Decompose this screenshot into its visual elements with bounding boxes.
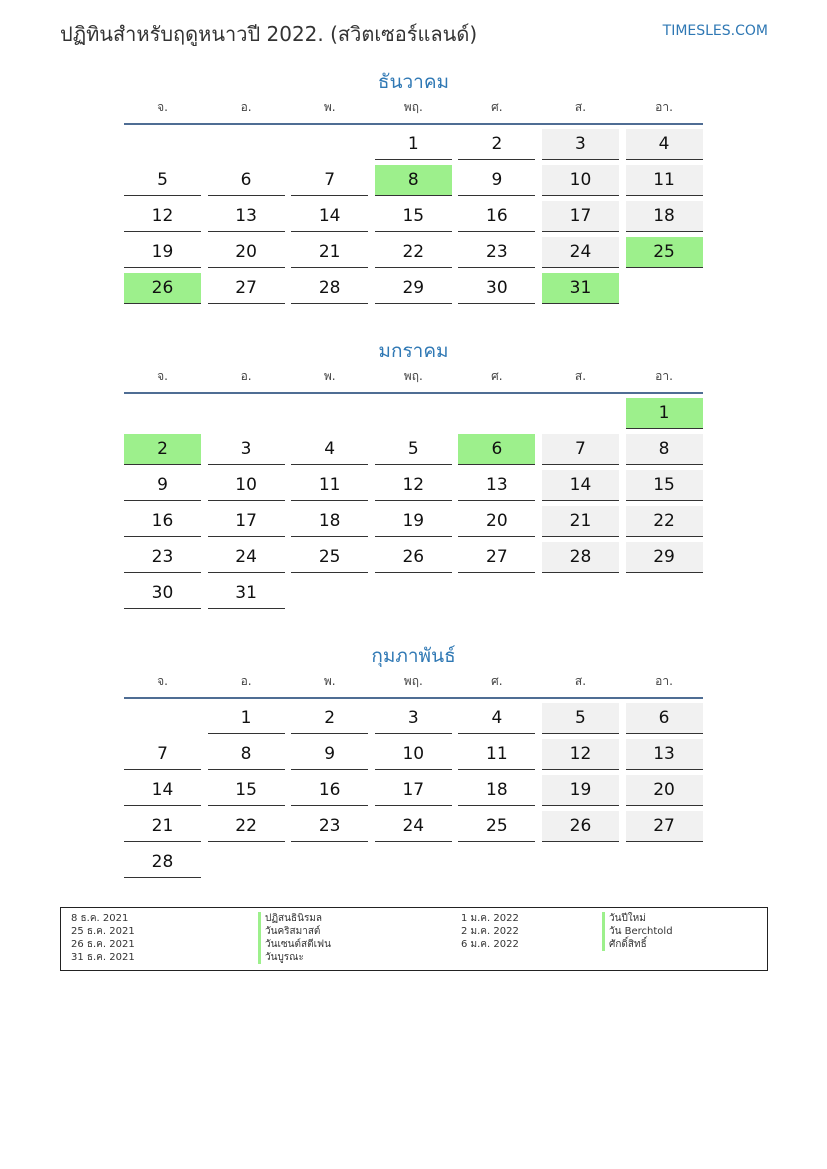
legend-date: 2 ม.ค. 2022 xyxy=(461,926,519,937)
day-number: 2 xyxy=(458,129,535,160)
weekday-label: ศ. xyxy=(491,674,503,688)
legend-left-names xyxy=(258,912,331,964)
day-cell xyxy=(124,197,201,233)
day-number: 13 xyxy=(626,739,703,770)
legend-date: 1 ม.ค. 2022 xyxy=(461,913,519,924)
day-number: 1 xyxy=(208,703,285,734)
day-number: 17 xyxy=(375,775,452,806)
day-number: 16 xyxy=(291,775,368,806)
day-cell xyxy=(458,538,535,574)
day-number: 10 xyxy=(375,739,452,770)
day-cell xyxy=(208,269,285,305)
holiday-legend xyxy=(60,907,768,971)
legend-left-dates xyxy=(71,912,135,964)
day-number: 31 xyxy=(208,578,285,609)
day-number: 10 xyxy=(542,165,619,196)
day-cell xyxy=(124,161,201,197)
day-number: 21 xyxy=(291,237,368,268)
day-number: 13 xyxy=(458,470,535,501)
weekday-label: พฤ. xyxy=(403,674,423,688)
day-number: 1 xyxy=(626,398,703,429)
day-cell xyxy=(208,699,285,735)
day-number: 23 xyxy=(291,811,368,842)
day-number: 14 xyxy=(124,775,201,806)
day-number: 22 xyxy=(375,237,452,268)
day-cell xyxy=(458,125,535,161)
month-january xyxy=(124,337,703,610)
day-cell xyxy=(291,197,368,233)
day-number: 26 xyxy=(124,273,201,304)
day-cell xyxy=(458,466,535,502)
site-link[interactable]: TIMESLES.COM xyxy=(662,23,768,39)
empty-cell xyxy=(124,394,201,430)
legend-holiday-name: ศักดิ์สิทธิ์ xyxy=(602,938,673,951)
day-number: 18 xyxy=(291,506,368,537)
day-number: 6 xyxy=(208,165,285,196)
day-number: 14 xyxy=(542,470,619,501)
day-number: 25 xyxy=(626,237,703,268)
day-grid xyxy=(124,125,703,305)
day-number: 17 xyxy=(542,201,619,232)
weekday-label: ส. xyxy=(574,369,587,383)
day-number: 27 xyxy=(458,542,535,573)
holiday-day-cell xyxy=(458,430,535,466)
day-number: 28 xyxy=(124,847,201,878)
day-number: 30 xyxy=(458,273,535,304)
day-number: 21 xyxy=(542,506,619,537)
day-cell xyxy=(291,807,368,843)
day-number: 17 xyxy=(208,506,285,537)
day-number: 24 xyxy=(375,811,452,842)
day-number: 24 xyxy=(208,542,285,573)
day-number: 10 xyxy=(208,470,285,501)
legend-date: 25 ธ.ค. 2021 xyxy=(71,926,135,937)
day-cell xyxy=(124,843,201,879)
day-number: 16 xyxy=(124,506,201,537)
empty-cell xyxy=(291,394,368,430)
day-number: 22 xyxy=(208,811,285,842)
day-cell xyxy=(291,430,368,466)
day-grid xyxy=(124,699,703,879)
month-title: มกราคม xyxy=(378,340,449,362)
day-cell xyxy=(124,466,201,502)
legend-right-names xyxy=(602,912,673,951)
holiday-day-cell xyxy=(124,430,201,466)
day-cell xyxy=(626,699,703,735)
day-number: 3 xyxy=(375,703,452,734)
day-cell xyxy=(124,807,201,843)
day-cell xyxy=(208,161,285,197)
day-cell xyxy=(375,771,452,807)
legend-holiday-name: ปฏิสนธินิรมล xyxy=(258,912,331,925)
day-number: 28 xyxy=(542,542,619,573)
weekday-label: พ. xyxy=(323,100,336,114)
holiday-day-cell xyxy=(124,269,201,305)
day-number: 5 xyxy=(542,703,619,734)
empty-cell xyxy=(124,125,201,161)
day-cell xyxy=(626,125,703,161)
day-number: 20 xyxy=(626,775,703,806)
day-number: 25 xyxy=(458,811,535,842)
legend-holiday-name: วันปีใหม่ xyxy=(602,912,673,925)
weekday-header xyxy=(124,365,703,390)
day-number: 16 xyxy=(458,201,535,232)
day-cell xyxy=(291,735,368,771)
day-number: 23 xyxy=(124,542,201,573)
day-number: 1 xyxy=(375,129,452,160)
day-cell xyxy=(542,125,619,161)
month-february xyxy=(124,642,703,879)
weekday-label: อ. xyxy=(240,674,252,688)
day-cell xyxy=(458,502,535,538)
day-cell xyxy=(124,574,201,610)
legend-date: 8 ธ.ค. 2021 xyxy=(71,913,129,924)
day-number: 5 xyxy=(375,434,452,465)
day-cell xyxy=(291,771,368,807)
empty-cell xyxy=(124,699,201,735)
day-number: 27 xyxy=(208,273,285,304)
legend-date: 31 ธ.ค. 2021 xyxy=(71,952,135,963)
weekday-label: พ. xyxy=(323,674,336,688)
day-number: 9 xyxy=(124,470,201,501)
weekday-label: ส. xyxy=(574,100,587,114)
day-cell xyxy=(375,430,452,466)
empty-cell xyxy=(291,125,368,161)
day-cell xyxy=(458,699,535,735)
day-number: 27 xyxy=(626,811,703,842)
day-cell xyxy=(375,735,452,771)
legend-holiday-name: วันเซนต์สตีเฟน xyxy=(258,938,331,951)
day-number: 18 xyxy=(458,775,535,806)
day-number: 11 xyxy=(458,739,535,770)
day-number: 4 xyxy=(458,703,535,734)
legend-holiday-name: วัน Berchtold xyxy=(602,925,673,938)
day-number: 12 xyxy=(375,470,452,501)
day-cell xyxy=(458,735,535,771)
day-cell xyxy=(542,466,619,502)
month-title: ธันวาคม xyxy=(377,71,450,93)
weekday-label: พ. xyxy=(323,369,336,383)
holiday-day-cell xyxy=(626,233,703,269)
day-number: 24 xyxy=(542,237,619,268)
weekday-label: จ. xyxy=(157,369,168,383)
day-cell xyxy=(458,197,535,233)
day-number: 8 xyxy=(208,739,285,770)
day-cell xyxy=(542,502,619,538)
day-cell xyxy=(375,807,452,843)
legend-right-dates xyxy=(461,912,519,951)
day-cell xyxy=(458,771,535,807)
day-number: 26 xyxy=(375,542,452,573)
day-number: 7 xyxy=(124,739,201,770)
weekday-label: ส. xyxy=(574,674,587,688)
day-cell xyxy=(208,466,285,502)
day-cell xyxy=(208,771,285,807)
day-cell xyxy=(375,269,452,305)
day-cell xyxy=(291,161,368,197)
day-number: 2 xyxy=(124,434,201,465)
day-grid xyxy=(124,394,703,610)
day-cell xyxy=(124,502,201,538)
day-cell xyxy=(458,161,535,197)
weekday-label: จ. xyxy=(157,100,168,114)
day-number: 21 xyxy=(124,811,201,842)
day-number: 4 xyxy=(291,434,368,465)
day-number: 13 xyxy=(208,201,285,232)
day-number: 9 xyxy=(458,165,535,196)
day-cell xyxy=(626,771,703,807)
day-cell xyxy=(542,161,619,197)
legend-date: 6 ม.ค. 2022 xyxy=(461,939,519,950)
weekday-label: พฤ. xyxy=(403,100,423,114)
holiday-day-cell xyxy=(542,269,619,305)
day-number: 22 xyxy=(626,506,703,537)
day-cell xyxy=(291,466,368,502)
day-number: 6 xyxy=(458,434,535,465)
day-number: 19 xyxy=(375,506,452,537)
day-number: 20 xyxy=(458,506,535,537)
day-number: 9 xyxy=(291,739,368,770)
weekday-label: อา. xyxy=(655,369,673,383)
holiday-day-cell xyxy=(375,161,452,197)
day-number: 3 xyxy=(208,434,285,465)
day-cell xyxy=(124,735,201,771)
weekday-label: อา. xyxy=(655,674,673,688)
day-number: 31 xyxy=(542,273,619,304)
day-cell xyxy=(458,269,535,305)
day-number: 12 xyxy=(124,201,201,232)
day-number: 26 xyxy=(542,811,619,842)
day-cell xyxy=(375,466,452,502)
day-number: 7 xyxy=(291,165,368,196)
weekday-label: อ. xyxy=(240,100,252,114)
weekday-label: ศ. xyxy=(491,369,503,383)
day-number: 15 xyxy=(626,470,703,501)
day-cell xyxy=(124,233,201,269)
day-cell xyxy=(542,771,619,807)
day-number: 11 xyxy=(291,470,368,501)
day-cell xyxy=(626,430,703,466)
day-number: 4 xyxy=(626,129,703,160)
day-cell xyxy=(291,233,368,269)
legend-holiday-name: วันคริสมาสต์ xyxy=(258,925,331,938)
day-number: 29 xyxy=(375,273,452,304)
day-cell xyxy=(291,269,368,305)
day-number: 30 xyxy=(124,578,201,609)
empty-cell xyxy=(458,394,535,430)
day-cell xyxy=(208,233,285,269)
day-cell xyxy=(375,197,452,233)
day-cell xyxy=(542,197,619,233)
day-cell xyxy=(626,197,703,233)
weekday-label: อ. xyxy=(240,369,252,383)
day-cell xyxy=(375,125,452,161)
day-number: 15 xyxy=(208,775,285,806)
day-cell xyxy=(542,735,619,771)
day-cell xyxy=(291,502,368,538)
day-cell xyxy=(458,233,535,269)
holiday-day-cell xyxy=(626,394,703,430)
day-number: 8 xyxy=(626,434,703,465)
day-cell xyxy=(542,699,619,735)
page-title: ปฏิทินสำหรับฤดูหนาวปี 2022. (สวิตเซอร์แลนด์) xyxy=(60,22,478,46)
empty-cell xyxy=(208,125,285,161)
day-number: 15 xyxy=(375,201,452,232)
day-cell xyxy=(542,538,619,574)
day-cell xyxy=(124,538,201,574)
day-cell xyxy=(208,430,285,466)
day-cell xyxy=(208,807,285,843)
day-cell xyxy=(458,807,535,843)
day-cell xyxy=(375,538,452,574)
day-number: 6 xyxy=(626,703,703,734)
day-number: 25 xyxy=(291,542,368,573)
day-number: 19 xyxy=(124,237,201,268)
weekday-header xyxy=(124,96,703,121)
day-cell xyxy=(208,735,285,771)
day-cell xyxy=(626,538,703,574)
day-number: 11 xyxy=(626,165,703,196)
day-cell xyxy=(542,807,619,843)
day-number: 23 xyxy=(458,237,535,268)
day-cell xyxy=(208,538,285,574)
day-cell xyxy=(542,430,619,466)
day-number: 14 xyxy=(291,201,368,232)
day-number: 7 xyxy=(542,434,619,465)
weekday-header xyxy=(124,670,703,695)
empty-cell xyxy=(208,394,285,430)
day-cell xyxy=(208,197,285,233)
weekday-label: จ. xyxy=(157,674,168,688)
day-cell xyxy=(542,233,619,269)
day-cell xyxy=(208,574,285,610)
month-title: กุมภาพันธ์ xyxy=(371,645,456,667)
day-cell xyxy=(626,807,703,843)
month-december xyxy=(124,68,703,305)
day-number: 5 xyxy=(124,165,201,196)
empty-cell xyxy=(375,394,452,430)
legend-date: 26 ธ.ค. 2021 xyxy=(71,939,135,950)
day-cell xyxy=(626,735,703,771)
day-number: 28 xyxy=(291,273,368,304)
day-cell xyxy=(626,466,703,502)
day-cell xyxy=(291,699,368,735)
day-number: 19 xyxy=(542,775,619,806)
day-number: 3 xyxy=(542,129,619,160)
day-cell xyxy=(375,502,452,538)
day-cell xyxy=(626,502,703,538)
day-number: 12 xyxy=(542,739,619,770)
weekday-label: ศ. xyxy=(491,100,503,114)
legend-holiday-name: วันบูรณะ xyxy=(258,951,331,964)
day-number: 29 xyxy=(626,542,703,573)
day-number: 8 xyxy=(375,165,452,196)
day-cell xyxy=(375,233,452,269)
weekday-label: พฤ. xyxy=(403,369,423,383)
day-cell xyxy=(208,502,285,538)
day-cell xyxy=(375,699,452,735)
day-cell xyxy=(124,771,201,807)
day-cell xyxy=(626,161,703,197)
day-number: 20 xyxy=(208,237,285,268)
day-number: 2 xyxy=(291,703,368,734)
weekday-label: อา. xyxy=(655,100,673,114)
empty-cell xyxy=(542,394,619,430)
day-number: 18 xyxy=(626,201,703,232)
day-cell xyxy=(291,538,368,574)
